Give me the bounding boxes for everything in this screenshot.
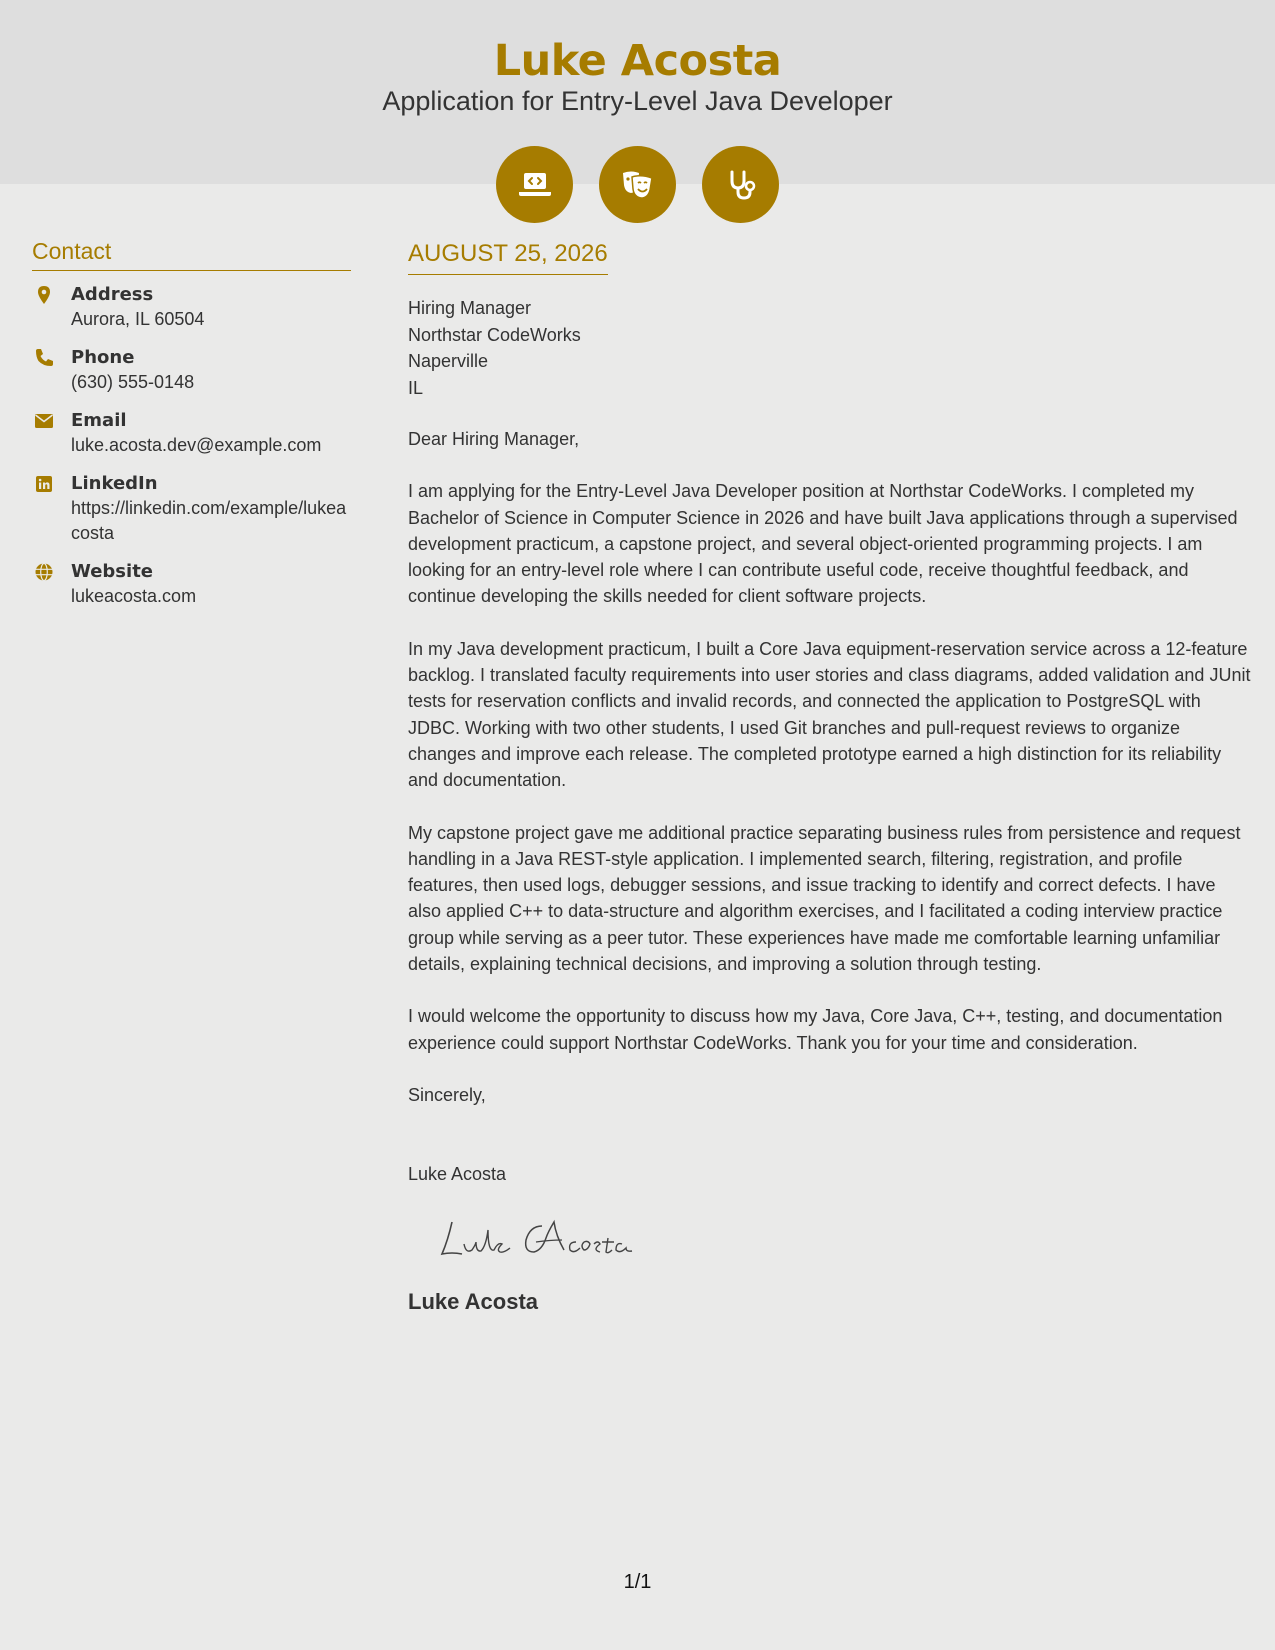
contact-website [32, 560, 351, 609]
contact-sidebar [32, 238, 351, 609]
application-title: Application for Entry-Level Java Developer [382, 86, 893, 116]
contact-value[interactable]: https://linkedin.com/example/lukeacosta [71, 498, 347, 543]
recipient-block [408, 295, 1251, 401]
contact-value[interactable]: luke.acosta.dev@example.com [71, 435, 322, 455]
signature-name: Luke Acosta [408, 1288, 539, 1314]
contact-label: Website [71, 561, 154, 582]
paragraph: I am applying for the Entry-Level Java Developer position at Northstar CodeWorks. I completed my Bachelor of Science in Computer Science in 2026 and have built Java applications through a supervised development practicum, a capstone project, and several object-oriented programming projects. I am looking for an entry-level role where I can contribute useful code, receive thoughtful feedback, and continue developing the skills needed for client software projects. [408, 481, 1238, 607]
handwritten-signature [438, 1210, 658, 1270]
contact-label: Phone [71, 347, 135, 368]
globe-icon [34, 562, 54, 582]
paragraph: I would welcome the opportunity to discuss how my Java, Core Java, C++, testing, and documentation experience could support Northstar CodeWorks. Thank you for your time and consideration. [408, 1006, 1223, 1053]
contact-value: Aurora, IL 60504 [71, 309, 205, 329]
contact-phone [32, 346, 351, 395]
envelope-icon [34, 411, 54, 431]
contact-label: Email [71, 410, 127, 431]
stethoscope-icon [702, 146, 779, 223]
linkedin-icon [34, 474, 54, 494]
recipient-line: Northstar CodeWorks [408, 324, 581, 345]
recipient-line: Hiring Manager [408, 298, 532, 318]
contact-label: LinkedIn [71, 473, 158, 494]
closing: Sincerely, [408, 1084, 486, 1105]
contact-label: Address [71, 284, 154, 305]
map-pin-icon [34, 285, 54, 305]
phone-icon [34, 348, 54, 368]
contact-address [32, 283, 351, 332]
typed-name: Luke Acosta [408, 1164, 507, 1185]
laptop-code-icon [496, 146, 573, 223]
salutation: Dear Hiring Manager, [408, 429, 580, 449]
contact-heading: Contact [32, 238, 351, 271]
recipient-line: Naperville [408, 351, 489, 371]
letter-date: AUGUST 25, 2026 [408, 240, 608, 275]
contact-value: (630) 555-0148 [71, 372, 195, 392]
paragraph: In my Java development practicum, I built a Core Java equipment-reservation service across a 12-feature backlog. I translated faculty requirements into user stories and class diagrams, added validation and JUnit tests for reservation conflicts and invalid records, and connected the application to PostgreSQL with JDBC. Working with two other students, I used Git branches and pull-request reviews to organize changes and improve each release. The completed prototype earned a high distinction for its reliability and documentation. [408, 638, 1251, 791]
contact-value[interactable]: lukeacosta.com [71, 586, 197, 606]
theater-masks-icon [599, 146, 676, 223]
page-number: 1/1 [623, 1571, 652, 1593]
letter-body [408, 240, 1251, 1315]
contact-linkedin [32, 472, 351, 546]
paragraph: My capstone project gave me additional practice separating business rules from persistence and request handling in a Java REST-style application. I implemented search, filtering, registration, and profile features, then used logs, debugger sessions, and issue tracking to identify and correct defects. I have also applied C++ to data-structure and algorithm exercises, and I facilitated a coding interview practice group while serving as a peer tutor. These experiences have made me comfortable learning unfamiliar details, explaining technical decisions, and improving a solution through testing. [408, 822, 1241, 975]
recipient-line: IL [408, 377, 424, 398]
contact-email [32, 409, 351, 458]
applicant-name: Luke Acosta [493, 36, 782, 86]
